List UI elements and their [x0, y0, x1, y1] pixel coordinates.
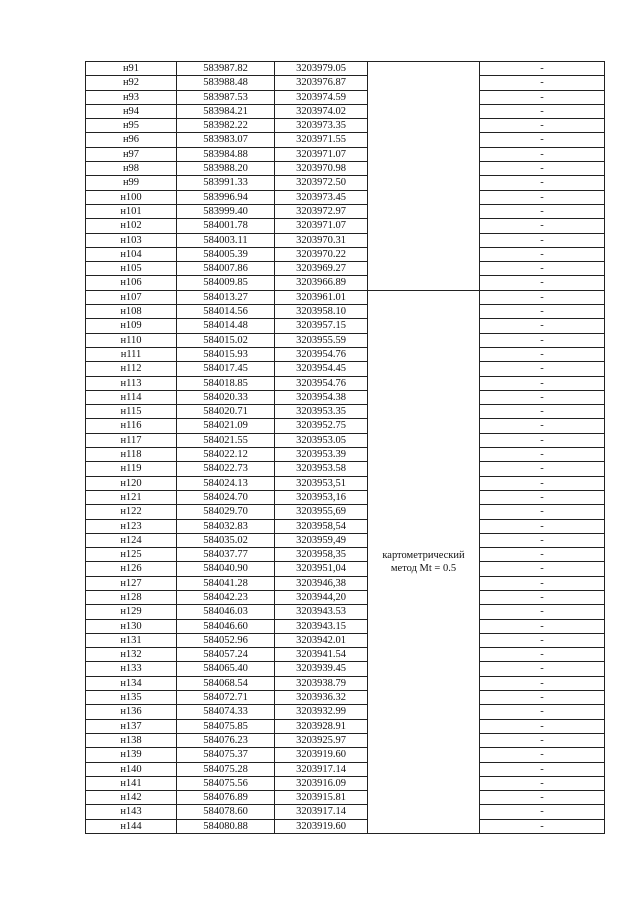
table-row — [86, 405, 605, 419]
x-coordinate-cell: 584020.33 — [177, 390, 275, 404]
table-row — [86, 219, 605, 233]
point-name-cell: н127 — [86, 576, 177, 590]
table-row — [86, 719, 605, 733]
point-name-cell: н125 — [86, 548, 177, 562]
point-name-cell: н99 — [86, 176, 177, 190]
table-row — [86, 390, 605, 404]
table-row — [86, 376, 605, 390]
point-name-cell: н92 — [86, 76, 177, 90]
table-row — [86, 433, 605, 447]
accuracy-dash-cell: - — [480, 805, 605, 819]
accuracy-dash-cell: - — [480, 290, 605, 304]
y-coordinate-cell: 3203969.27 — [275, 262, 368, 276]
x-coordinate-cell: 584078.60 — [177, 805, 275, 819]
x-coordinate-cell: 584020.71 — [177, 405, 275, 419]
table-row — [86, 705, 605, 719]
y-coordinate-cell: 3203954.76 — [275, 347, 368, 361]
table-row — [86, 333, 605, 347]
table-row — [86, 762, 605, 776]
y-coordinate-cell: 3203942.01 — [275, 633, 368, 647]
table-row — [86, 648, 605, 662]
accuracy-dash-cell: - — [480, 305, 605, 319]
accuracy-dash-cell: - — [480, 462, 605, 476]
point-name-cell: н97 — [86, 147, 177, 161]
table-row — [86, 490, 605, 504]
x-coordinate-cell: 584024.13 — [177, 476, 275, 490]
accuracy-dash-cell: - — [480, 605, 605, 619]
accuracy-dash-cell: - — [480, 176, 605, 190]
y-coordinate-cell: 3203953.35 — [275, 405, 368, 419]
table-row — [86, 133, 605, 147]
accuracy-dash-cell: - — [480, 319, 605, 333]
table-row — [86, 362, 605, 376]
point-name-cell: н119 — [86, 462, 177, 476]
accuracy-dash-cell: - — [480, 590, 605, 604]
y-coordinate-cell: 3203946,38 — [275, 576, 368, 590]
point-name-cell: н94 — [86, 104, 177, 118]
table-row — [86, 619, 605, 633]
table-row — [86, 605, 605, 619]
accuracy-dash-cell: - — [480, 76, 605, 90]
y-coordinate-cell: 3203939.45 — [275, 662, 368, 676]
x-coordinate-cell: 584072.71 — [177, 691, 275, 705]
x-coordinate-cell: 584001.78 — [177, 219, 275, 233]
method-label-line2: метод Mt = 0.5 — [390, 562, 457, 574]
accuracy-dash-cell: - — [480, 719, 605, 733]
point-name-cell: н98 — [86, 162, 177, 176]
y-coordinate-cell: 3203959,49 — [275, 533, 368, 547]
table-row — [86, 90, 605, 104]
table-row — [86, 562, 605, 576]
x-coordinate-cell: 584046.60 — [177, 619, 275, 633]
y-coordinate-cell: 3203954.45 — [275, 362, 368, 376]
table-row — [86, 748, 605, 762]
x-coordinate-cell: 583984.88 — [177, 147, 275, 161]
point-name-cell: н134 — [86, 676, 177, 690]
x-coordinate-cell: 584042.23 — [177, 590, 275, 604]
x-coordinate-cell: 584014.48 — [177, 319, 275, 333]
y-coordinate-cell: 3203958,35 — [275, 548, 368, 562]
accuracy-dash-cell: - — [480, 476, 605, 490]
accuracy-dash-cell: - — [480, 562, 605, 576]
y-coordinate-cell: 3203954.38 — [275, 390, 368, 404]
y-coordinate-cell: 3203972.50 — [275, 176, 368, 190]
x-coordinate-cell: 583988.48 — [177, 76, 275, 90]
point-name-cell: н133 — [86, 662, 177, 676]
table-row — [86, 791, 605, 805]
x-coordinate-cell: 584009.85 — [177, 276, 275, 290]
accuracy-dash-cell: - — [480, 62, 605, 76]
accuracy-dash-cell: - — [480, 748, 605, 762]
y-coordinate-cell: 3203938.79 — [275, 676, 368, 690]
accuracy-dash-cell: - — [480, 147, 605, 161]
y-coordinate-cell: 3203941.54 — [275, 648, 368, 662]
point-name-cell: н113 — [86, 376, 177, 390]
point-name-cell: н131 — [86, 633, 177, 647]
accuracy-dash-cell: - — [480, 419, 605, 433]
y-coordinate-cell: 3203928.91 — [275, 719, 368, 733]
table-row — [86, 305, 605, 319]
y-coordinate-cell: 3203925.97 — [275, 733, 368, 747]
accuracy-dash-cell: - — [480, 347, 605, 361]
point-name-cell: н96 — [86, 133, 177, 147]
point-name-cell: н112 — [86, 362, 177, 376]
table-row — [86, 319, 605, 333]
table-row — [86, 76, 605, 90]
point-name-cell: н105 — [86, 262, 177, 276]
accuracy-dash-cell: - — [480, 791, 605, 805]
y-coordinate-cell: 3203953,16 — [275, 490, 368, 504]
y-coordinate-cell: 3203919.60 — [275, 819, 368, 833]
table-row — [86, 290, 605, 304]
accuracy-dash-cell: - — [480, 190, 605, 204]
point-name-cell: н102 — [86, 219, 177, 233]
point-name-cell: н95 — [86, 119, 177, 133]
accuracy-dash-cell: - — [480, 548, 605, 562]
y-coordinate-cell: 3203971.55 — [275, 133, 368, 147]
y-coordinate-cell: 3203971.07 — [275, 219, 368, 233]
method-cell — [368, 290, 480, 833]
table-row — [86, 548, 605, 562]
accuracy-dash-cell: - — [480, 705, 605, 719]
accuracy-dash-cell: - — [480, 691, 605, 705]
x-coordinate-cell: 584014.56 — [177, 305, 275, 319]
x-coordinate-cell: 584075.37 — [177, 748, 275, 762]
x-coordinate-cell: 584076.89 — [177, 791, 275, 805]
accuracy-dash-cell: - — [480, 219, 605, 233]
x-coordinate-cell: 584007.86 — [177, 262, 275, 276]
y-coordinate-cell: 3203953,51 — [275, 476, 368, 490]
point-name-cell: н140 — [86, 762, 177, 776]
table-row — [86, 233, 605, 247]
accuracy-dash-cell: - — [480, 448, 605, 462]
y-coordinate-cell: 3203970.31 — [275, 233, 368, 247]
table-row — [86, 462, 605, 476]
point-name-cell: н106 — [86, 276, 177, 290]
x-coordinate-cell: 583982.22 — [177, 119, 275, 133]
x-coordinate-cell: 583984.21 — [177, 104, 275, 118]
accuracy-dash-cell: - — [480, 262, 605, 276]
accuracy-dash-cell: - — [480, 119, 605, 133]
point-name-cell: н91 — [86, 62, 177, 76]
x-coordinate-cell: 584015.93 — [177, 347, 275, 361]
accuracy-dash-cell: - — [480, 619, 605, 633]
table-row — [86, 104, 605, 118]
table-row — [86, 476, 605, 490]
point-name-cell: н93 — [86, 90, 177, 104]
accuracy-dash-cell: - — [480, 676, 605, 690]
y-coordinate-cell: 3203951,04 — [275, 562, 368, 576]
accuracy-dash-cell: - — [480, 333, 605, 347]
x-coordinate-cell: 584052.96 — [177, 633, 275, 647]
point-name-cell: н114 — [86, 390, 177, 404]
point-name-cell: н137 — [86, 719, 177, 733]
x-coordinate-cell: 584046.03 — [177, 605, 275, 619]
x-coordinate-cell: 584022.73 — [177, 462, 275, 476]
y-coordinate-cell: 3203953.39 — [275, 448, 368, 462]
table-row — [86, 448, 605, 462]
x-coordinate-cell: 584076.23 — [177, 733, 275, 747]
accuracy-dash-cell: - — [480, 490, 605, 504]
y-coordinate-cell: 3203936.32 — [275, 691, 368, 705]
table-row — [86, 691, 605, 705]
point-name-cell: н132 — [86, 648, 177, 662]
x-coordinate-cell: 584040.90 — [177, 562, 275, 576]
x-coordinate-cell: 583991.33 — [177, 176, 275, 190]
point-name-cell: н138 — [86, 733, 177, 747]
y-coordinate-cell: 3203972.97 — [275, 204, 368, 218]
y-coordinate-cell: 3203916.09 — [275, 776, 368, 790]
accuracy-dash-cell: - — [480, 247, 605, 261]
y-coordinate-cell: 3203917.14 — [275, 762, 368, 776]
y-coordinate-cell: 3203974.59 — [275, 90, 368, 104]
y-coordinate-cell: 3203971.07 — [275, 147, 368, 161]
table-row — [86, 147, 605, 161]
table-row — [86, 505, 605, 519]
method-label-line1: картометрический — [382, 549, 465, 561]
table-row — [86, 633, 605, 647]
x-coordinate-cell: 584017.45 — [177, 362, 275, 376]
accuracy-dash-cell: - — [480, 505, 605, 519]
table-row — [86, 576, 605, 590]
point-name-cell: н124 — [86, 533, 177, 547]
accuracy-dash-cell: - — [480, 362, 605, 376]
y-coordinate-cell: 3203953.05 — [275, 433, 368, 447]
x-coordinate-cell: 583987.53 — [177, 90, 275, 104]
y-coordinate-cell: 3203970.98 — [275, 162, 368, 176]
x-coordinate-cell: 584037.77 — [177, 548, 275, 562]
accuracy-dash-cell: - — [480, 104, 605, 118]
x-coordinate-cell: 584074.33 — [177, 705, 275, 719]
point-name-cell: н126 — [86, 562, 177, 576]
point-name-cell: н116 — [86, 419, 177, 433]
table-row — [86, 533, 605, 547]
accuracy-dash-cell: - — [480, 633, 605, 647]
point-name-cell: н100 — [86, 190, 177, 204]
y-coordinate-cell: 3203917.14 — [275, 805, 368, 819]
point-name-cell: н108 — [86, 305, 177, 319]
accuracy-dash-cell: - — [480, 162, 605, 176]
x-coordinate-cell: 584035.02 — [177, 533, 275, 547]
point-name-cell: н117 — [86, 433, 177, 447]
point-name-cell: н142 — [86, 791, 177, 805]
x-coordinate-cell: 584068.54 — [177, 676, 275, 690]
y-coordinate-cell: 3203915.81 — [275, 791, 368, 805]
x-coordinate-cell: 584013.27 — [177, 290, 275, 304]
table-row — [86, 276, 605, 290]
point-name-cell: н104 — [86, 247, 177, 261]
x-coordinate-cell: 584003.11 — [177, 233, 275, 247]
y-coordinate-cell: 3203954.76 — [275, 376, 368, 390]
y-coordinate-cell: 3203976.87 — [275, 76, 368, 90]
accuracy-dash-cell: - — [480, 433, 605, 447]
point-name-cell: н122 — [86, 505, 177, 519]
accuracy-dash-cell: - — [480, 662, 605, 676]
table-row — [86, 176, 605, 190]
table-row — [86, 62, 605, 76]
accuracy-dash-cell: - — [480, 533, 605, 547]
point-name-cell: н107 — [86, 290, 177, 304]
point-name-cell: н143 — [86, 805, 177, 819]
point-name-cell: н128 — [86, 590, 177, 604]
table-row — [86, 676, 605, 690]
y-coordinate-cell: 3203973.35 — [275, 119, 368, 133]
point-name-cell: н129 — [86, 605, 177, 619]
x-coordinate-cell: 584075.28 — [177, 762, 275, 776]
point-name-cell: н118 — [86, 448, 177, 462]
point-name-cell: н109 — [86, 319, 177, 333]
accuracy-dash-cell: - — [480, 405, 605, 419]
point-name-cell: н110 — [86, 333, 177, 347]
accuracy-dash-cell: - — [480, 776, 605, 790]
table-row — [86, 190, 605, 204]
y-coordinate-cell: 3203932.99 — [275, 705, 368, 719]
y-coordinate-cell: 3203957.15 — [275, 319, 368, 333]
point-name-cell: н120 — [86, 476, 177, 490]
table-row — [86, 262, 605, 276]
y-coordinate-cell: 3203943.15 — [275, 619, 368, 633]
coordinates-table — [85, 61, 605, 834]
accuracy-dash-cell: - — [480, 90, 605, 104]
x-coordinate-cell: 583996.94 — [177, 190, 275, 204]
x-coordinate-cell: 583987.82 — [177, 62, 275, 76]
x-coordinate-cell: 584021.55 — [177, 433, 275, 447]
x-coordinate-cell: 584029.70 — [177, 505, 275, 519]
x-coordinate-cell: 584065.40 — [177, 662, 275, 676]
accuracy-dash-cell: - — [480, 233, 605, 247]
x-coordinate-cell: 584080.88 — [177, 819, 275, 833]
accuracy-dash-cell: - — [480, 390, 605, 404]
point-name-cell: н121 — [86, 490, 177, 504]
x-coordinate-cell: 584015.02 — [177, 333, 275, 347]
y-coordinate-cell: 3203943.53 — [275, 605, 368, 619]
x-coordinate-cell: 584024.70 — [177, 490, 275, 504]
point-name-cell: н135 — [86, 691, 177, 705]
accuracy-dash-cell: - — [480, 576, 605, 590]
x-coordinate-cell: 584005.39 — [177, 247, 275, 261]
table-row — [86, 162, 605, 176]
point-name-cell: н123 — [86, 519, 177, 533]
y-coordinate-cell: 3203961.01 — [275, 290, 368, 304]
accuracy-dash-cell: - — [480, 376, 605, 390]
y-coordinate-cell: 3203973.45 — [275, 190, 368, 204]
y-coordinate-cell: 3203919.60 — [275, 748, 368, 762]
point-name-cell: н141 — [86, 776, 177, 790]
table-row — [86, 805, 605, 819]
table-row — [86, 247, 605, 261]
y-coordinate-cell: 3203958.10 — [275, 305, 368, 319]
x-coordinate-cell: 584057.24 — [177, 648, 275, 662]
point-name-cell: н111 — [86, 347, 177, 361]
accuracy-dash-cell: - — [480, 133, 605, 147]
y-coordinate-cell: 3203952.75 — [275, 419, 368, 433]
y-coordinate-cell: 3203955.59 — [275, 333, 368, 347]
x-coordinate-cell: 584022.12 — [177, 448, 275, 462]
x-coordinate-cell: 584075.85 — [177, 719, 275, 733]
table-row — [86, 347, 605, 361]
table-row — [86, 204, 605, 218]
x-coordinate-cell: 584075.56 — [177, 776, 275, 790]
y-coordinate-cell: 3203970.22 — [275, 247, 368, 261]
table-row — [86, 119, 605, 133]
coordinates-table-body — [86, 62, 605, 834]
x-coordinate-cell: 584021.09 — [177, 419, 275, 433]
table-row — [86, 776, 605, 790]
point-name-cell: н115 — [86, 405, 177, 419]
point-name-cell: н130 — [86, 619, 177, 633]
accuracy-dash-cell: - — [480, 819, 605, 833]
y-coordinate-cell: 3203955,69 — [275, 505, 368, 519]
x-coordinate-cell: 583983.07 — [177, 133, 275, 147]
table-row — [86, 590, 605, 604]
point-name-cell: н144 — [86, 819, 177, 833]
y-coordinate-cell: 3203944,20 — [275, 590, 368, 604]
x-coordinate-cell: 584041.28 — [177, 576, 275, 590]
table-row — [86, 419, 605, 433]
x-coordinate-cell: 583988.20 — [177, 162, 275, 176]
accuracy-dash-cell: - — [480, 276, 605, 290]
y-coordinate-cell: 3203979.05 — [275, 62, 368, 76]
table-row — [86, 519, 605, 533]
accuracy-dash-cell: - — [480, 204, 605, 218]
point-name-cell: н101 — [86, 204, 177, 218]
accuracy-dash-cell: - — [480, 762, 605, 776]
y-coordinate-cell: 3203958,54 — [275, 519, 368, 533]
x-coordinate-cell: 584018.85 — [177, 376, 275, 390]
y-coordinate-cell: 3203953.58 — [275, 462, 368, 476]
method-cell-upper — [368, 62, 480, 291]
point-name-cell: н136 — [86, 705, 177, 719]
accuracy-dash-cell: - — [480, 519, 605, 533]
table-row — [86, 733, 605, 747]
table-row — [86, 819, 605, 833]
accuracy-dash-cell: - — [480, 648, 605, 662]
table-row — [86, 662, 605, 676]
x-coordinate-cell: 583999.40 — [177, 204, 275, 218]
point-name-cell: н103 — [86, 233, 177, 247]
y-coordinate-cell: 3203974.02 — [275, 104, 368, 118]
x-coordinate-cell: 584032.83 — [177, 519, 275, 533]
point-name-cell: н139 — [86, 748, 177, 762]
y-coordinate-cell: 3203966.89 — [275, 276, 368, 290]
accuracy-dash-cell: - — [480, 733, 605, 747]
